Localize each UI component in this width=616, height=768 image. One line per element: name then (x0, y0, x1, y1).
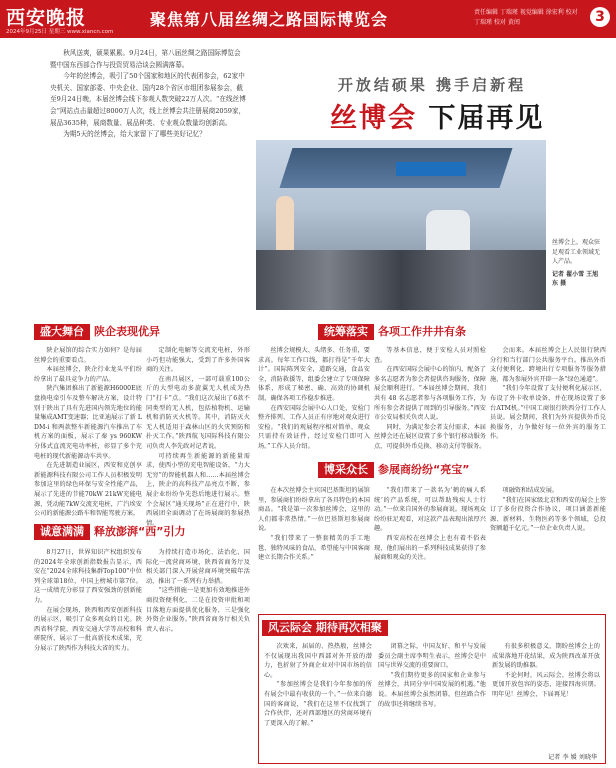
photo-caption (552, 238, 602, 289)
section-tag: 盛大舞台 (34, 324, 90, 340)
page-number: 3 (590, 7, 610, 27)
section-subtitle: 期待再次相聚 (315, 621, 382, 634)
paragraph: 8月27日，世界知识产权组织发布的2024年全球创新指数报告显示，西安在“2024全球科技集群Top100”中位列全球第18位，中国上榜城市第7位。这一成绩充分彰显了西安强劲的创新能力。 (34, 549, 142, 604)
article-column (374, 346, 486, 454)
intro-lede (50, 48, 246, 141)
paragraph: 在西安国际会展中心人口处，安检门整齐排列、工作人员正有序地对观众进行安检。“我们的观展程序相对简单，观众只需持有效证件，经过安检门即可入场。”工作人员介绍。 (258, 404, 370, 450)
article-column (34, 346, 142, 518)
article-column (264, 642, 372, 760)
paragraph: 项融资和结成发展。 (502, 487, 559, 494)
section-header-s1 (34, 324, 160, 340)
section-tag: 风云际会 (268, 621, 312, 634)
paragraph: “我们带来了一款名为‘鹤的痛人系统’的产品系统，可以帮助残疾人士行动。”一位来自国外的参展商说。现场观众纷纷驻足观看，对这款产品表现出浓厚兴趣。 (374, 487, 486, 533)
photo-crowd (256, 250, 546, 310)
section-tag: 博采众长 (318, 462, 374, 478)
paragraph: 在本次丝博会主宾国巴基斯坦的展馆里，参展商们纷纷拿出了各具特色的本国商品。“我是第一次参加丝博会，这里的人们都非常热情。”一位巴基斯坦参展商说。 (258, 487, 370, 533)
paragraph: 在西安国际会展中心的馆内，配备了多名志愿者为参会者提供咨询服务，保障展会顺利进行。“本届丝博会期间，我们共有 48 名志愿者参与各项服务工作，为所有参会者提供了周到的引导服务。”西安市公安局相关负责人说。 (374, 366, 486, 422)
paragraph: 为持续打造市场化、法治化、国际化一流营商环境，陕西省商务厅及相关部门深入开展营商环境突破年活动，推出了一系列有力举措。 (146, 549, 250, 585)
dateline: 2024年9月25日 星期三 www.xiancn.com (6, 29, 114, 35)
headline-dark: 下届再见 (428, 103, 545, 134)
article-column (146, 548, 250, 764)
paragraph: 在先进制造业展区，西安和克创享新能源科技有限公司工作人员积极发明参加这里的绿色环保与安全性能产品，展示了先进的节能70kW 21kW充能电源，凭动能7kW交流充电桩，广汽埃安公司的新能源公路车和智能驾驶方案。 (34, 462, 142, 518)
article-column (490, 346, 606, 454)
paragraph: 闭幕之际，中国友好、和平与发展委员会副主席李明生表示，丝博会是中国与世界交流的重要窗口。 (378, 643, 486, 670)
paragraph: 陕企展馆的综合实力如何？是每届丝博会的重要看点。 (34, 347, 142, 364)
paragraph: 定制化电解等交流充电桩，外形小巧但功能强大，受到了许多外国客商的关注。 (146, 347, 250, 374)
expo-photo (256, 140, 546, 310)
paragraph: 可持续再生新能源的新能量需求，使西小型的充电智能设备、“力大无穷”的智能机器人和……本届丝博会上，陕企的高科技产品亮点不断，参展企业纷纷争先恐后地进行展示。整个会展区“通关现场”正在进行中，陕西展团全面调动了在场展商的参展热情。 (146, 452, 250, 527)
article-column (34, 548, 142, 764)
section-tag: 诚意满满 (34, 524, 90, 540)
paragraph: 陕汽集团推出了新能源H6000E底盘换电牵引车及整车解决方案，设计特别于陕出了具有先进国内领先地位的能量集成AMT变速器；比亚迪展示了新 L DM-i 和两款整车新能源汽车推出了车机方案的面板，展示了秦 ys 960KW 分体式直流充电功率桩，彰显了多个充电桩的现代新能源动车共享。 (34, 385, 142, 460)
paragraph: 在南昌展区，一部可载重100公斤的大型电动多旋翼无人机成为热门“打卡”点。“我们这次展出了6款不同类型的无人机，包括植物机、运输机和消防灭火机等。其中，消防灭火无人机适用于森林山区的火灾预防和扑灭工作。”陕西航飞国际科技有限公司负责人李先政对记者说。 (146, 375, 250, 450)
section-subtitle: 释放澎湃“西”引力 (94, 525, 186, 538)
article-column (378, 642, 486, 760)
paragraph: 在展会现场，陕西和西安创新科技的展示区，吸引了众多观众的目光。陕西省科学院、西安交通大学等高校和科研院所，展示了一批高新技术成果，充分展示了陕西作为科技大省的实力。 (34, 606, 142, 652)
section-header-s2 (318, 324, 466, 340)
caption-text: 丝博会上，观众驻足观看工业领域无人产品。 (552, 239, 601, 265)
section-subtitle: 陕企表现优异 (94, 325, 160, 338)
paragraph: 会而来。本届丝博会上人民银行陕西分行和当行部门公共服务平台。推出外币支付便利化、跨境出行专项服务等服务措施，都为参展外宾开辟一条“绿色通道”。 (490, 347, 606, 383)
paragraph: 西安高校在丝博会上也有着不俗表现，他们展出的一系列科技成果获得了参展商和观众的关注。 (374, 534, 486, 562)
paragraph: 同时，为满足参会者支付需求，本届丝博会还在展区设置了多个银行移动服务点，可提供外币兑换、移动支付等服务。 (374, 423, 486, 450)
photo-sign (396, 162, 466, 176)
section-subtitle: 各项工作井井有条 (378, 325, 466, 338)
paragraph: “我们在国家级北京和西安的展会上签订了多份投资合作协议，项目涵盖新能源、新材料、生物医药等多个领域，总投资额超千亿元。”一位企业负责人说。 (490, 496, 606, 533)
photo-credit: 记者 翟小雪 王旭东 摄 (552, 270, 599, 287)
main-headline (330, 96, 544, 135)
intro-paragraph: 为期5天的丝博会，给大家留下了哪些美好记忆？ (63, 130, 206, 139)
byline: 记者 李 媛 刘晓华 (548, 754, 598, 761)
paragraph: 有很多积极意义，期盼丝博会上的成果落地开花结果，成为陕西改革开放新发展的助推器。 (492, 643, 600, 670)
section-subtitle: 参展商纷纷“亮宝” (378, 463, 470, 476)
paragraph: 丝博会规模大、头绪多、任务重，要求高。每年工作口线，都打得是“千年大计”。国际陈列安全，道路交通，食品安全，消防救援等，组委会建立了专项保障体系，形成了秘密、确、高效的协调机制，确保各项工作稳步推进。 (258, 347, 370, 402)
headline-red: 丝博会 (330, 103, 417, 134)
paragraph: “我们期待更多的国家和企业参与丝博会，共同分享中国发展的机遇。”他说。本届丝博会虽然闭幕，但丝路合作的故事还将继续书写。 (378, 671, 486, 708)
article-column (146, 346, 250, 527)
paragraph: 不论何时，风云际会，丝博会将以更加开放包容的姿态，迎接四海宾朋。明年见！丝博会，下届再见！ (492, 671, 600, 698)
paragraph: “参加丝博会是我们今年参加的所有展会中最有收获的一个。”一位来自德国的客商说，“我们在这里不仅找到了合作伙伴，还对西部地区的营商环境有了更深入的了解。” (264, 681, 372, 727)
article-column (492, 642, 600, 750)
section-header-s5 (262, 620, 388, 636)
article-column (374, 486, 486, 608)
section-header-s4 (318, 462, 469, 478)
newspaper-logo: 西安晚报 (6, 7, 87, 29)
page-banner-title: 聚焦第八届丝绸之路国际博览会 (150, 10, 389, 29)
paragraph: 本届丝博会，陕企行业龙头平们纷纷拿出了最具竞争力的产品。 (34, 366, 142, 383)
paragraph: “这些措施一是更加有效地推进外商投资便利化，二是在投资审批和项目落地方面提供优化服务，三是强化外资企业服务。”陕西省商务厅相关负责人表示。 (146, 587, 250, 633)
article-column (258, 346, 370, 454)
section-tag: 统筹落实 (318, 324, 374, 340)
intro-paragraph: 今年的丝博会，吸引了50个国家和地区的代表团参会，62家中央机关、国家部委、中央企业、国内28个省区市组团参展参会，截至9月24日晚，本届丝博会线下参观人数突破22万人次。“在线丝博会”网站点击量超过8000万人次，线上丝博会共注册展商2059家，展品3635种，展商数量、展品种类、专业观众数量均创新高。 (50, 72, 246, 127)
paragraph: 等基本信息，便于安检人员对照检查。 (374, 347, 486, 364)
paragraph: 次欢来，届届的、热热般，丝博会不仅展现出我国中西部对外开放的潜力，也折射了外商企业对中国市场的信心。 (264, 643, 372, 679)
article-column (258, 486, 370, 608)
section-header-s3 (34, 524, 185, 540)
paragraph: “我们带来了一整套精美的手工地毯、独特风味的食品，希望能与中国客商建立长期合作关系。” (258, 534, 370, 562)
editor-credits: 责任编辑 丁瑞瑾 视觉编辑 徐宏利 校对 丁瑞瑾 校对 黄闰 (474, 9, 578, 26)
article-column (490, 486, 606, 608)
slogan: 开放结硕果 携手启新程 (337, 76, 527, 94)
paragraph: “我们今年设置了支付便利化展示区，布设了外卡收单设备，并在现场设置了多台ATM机。”中国工商银行陕西分行工作人员说。展会期间，我们为外宾提供外币兑换服务，力争做好每一位外宾的服务工作。 (490, 385, 606, 441)
masthead (0, 0, 616, 38)
intro-paragraph: 秋风送爽，硕果累累。9月24日，第八届丝绸之路国际博览会暨中国东西部合作与投资贸易洽谈会圆满落幕。 (50, 49, 241, 69)
